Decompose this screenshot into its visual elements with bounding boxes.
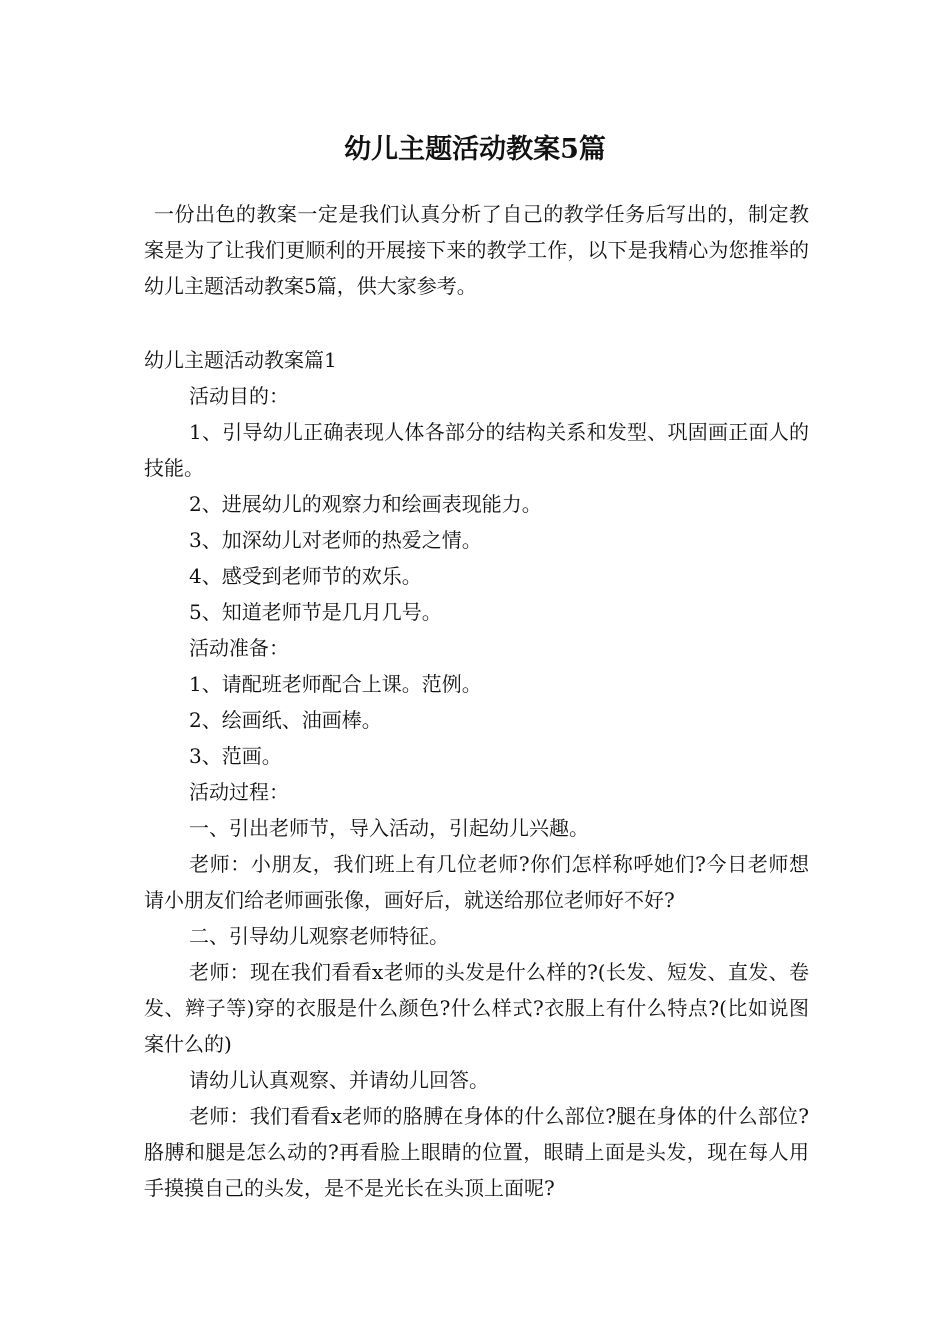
paragraph-goal-4: 4、感受到老师节的欢乐。	[189, 564, 422, 588]
paragraph-prep-2: 2、绘画纸、油画棒。	[189, 708, 382, 732]
paragraph-teacher-dialogue-1: 老师：小朋友，我们班上有几位老师?你们怎样称呼她们?今日老师想请小朋友们给老师画张像，画好后，就送给那位老师好不好?	[144, 852, 809, 912]
paragraph-activity-process: 活动过程：	[189, 780, 289, 804]
paragraph-teacher-dialogue-3: 老师：我们看看x老师的胳膊在身体的什么部位?腿在身体的什么部位?胳膊和腿是怎么动的?再看脸上眼睛的位置，眼睛上面是头发，现在每人用手摸摸自己的头发，是不是光长在头顶上面呢?	[144, 1104, 809, 1200]
section-heading: 幼儿主题活动教案篇1	[144, 348, 337, 372]
intro-paragraph: 一份出色的教案一定是我们认真分析了自己的教学任务后写出的，制定教案是为了让我们更顺利的开展接下来的教学工作，以下是我精心为您推举的幼儿主题活动教案5篇，供大家参考。	[144, 202, 809, 298]
paragraph-prep-3: 3、范画。	[189, 744, 282, 768]
section-spacer	[144, 304, 809, 342]
paragraph-teacher-dialogue-2: 老师：现在我们看看x老师的头发是什么样的?(长发、短发、直发、卷发、辫子等)穿的衣服是什么颜色?什么样式?衣服上有什么特点?(比如说图案什么的)	[144, 960, 809, 1056]
paragraph-goal-3: 3、加深幼儿对老师的热爱之情。	[189, 528, 482, 552]
paragraph-observe-answer: 请幼儿认真观察、并请幼儿回答。	[189, 1068, 489, 1092]
paragraph-activity-prep: 活动准备：	[189, 636, 289, 660]
paragraph-goal-1: 1、引导幼儿正确表现人体各部分的结构关系和发型、巩固画正面人的技能。	[144, 420, 809, 480]
document-body	[144, 196, 809, 1206]
paragraph-goal-2: 2、进展幼儿的观察力和绘画表现能力。	[189, 492, 542, 516]
paragraph-goal-5: 5、知道老师节是几月几号。	[189, 600, 442, 624]
document-title: 幼儿主题活动教案5篇	[344, 134, 606, 165]
paragraph-process-step-1: 一、引出老师节，导入活动，引起幼儿兴趣。	[189, 816, 589, 840]
paragraph-process-step-2: 二、引导幼儿观察老师特征。	[189, 924, 449, 948]
paragraph-prep-1: 1、请配班老师配合上课。范例。	[189, 672, 482, 696]
paragraph-activity-goal: 活动目的：	[189, 384, 289, 408]
